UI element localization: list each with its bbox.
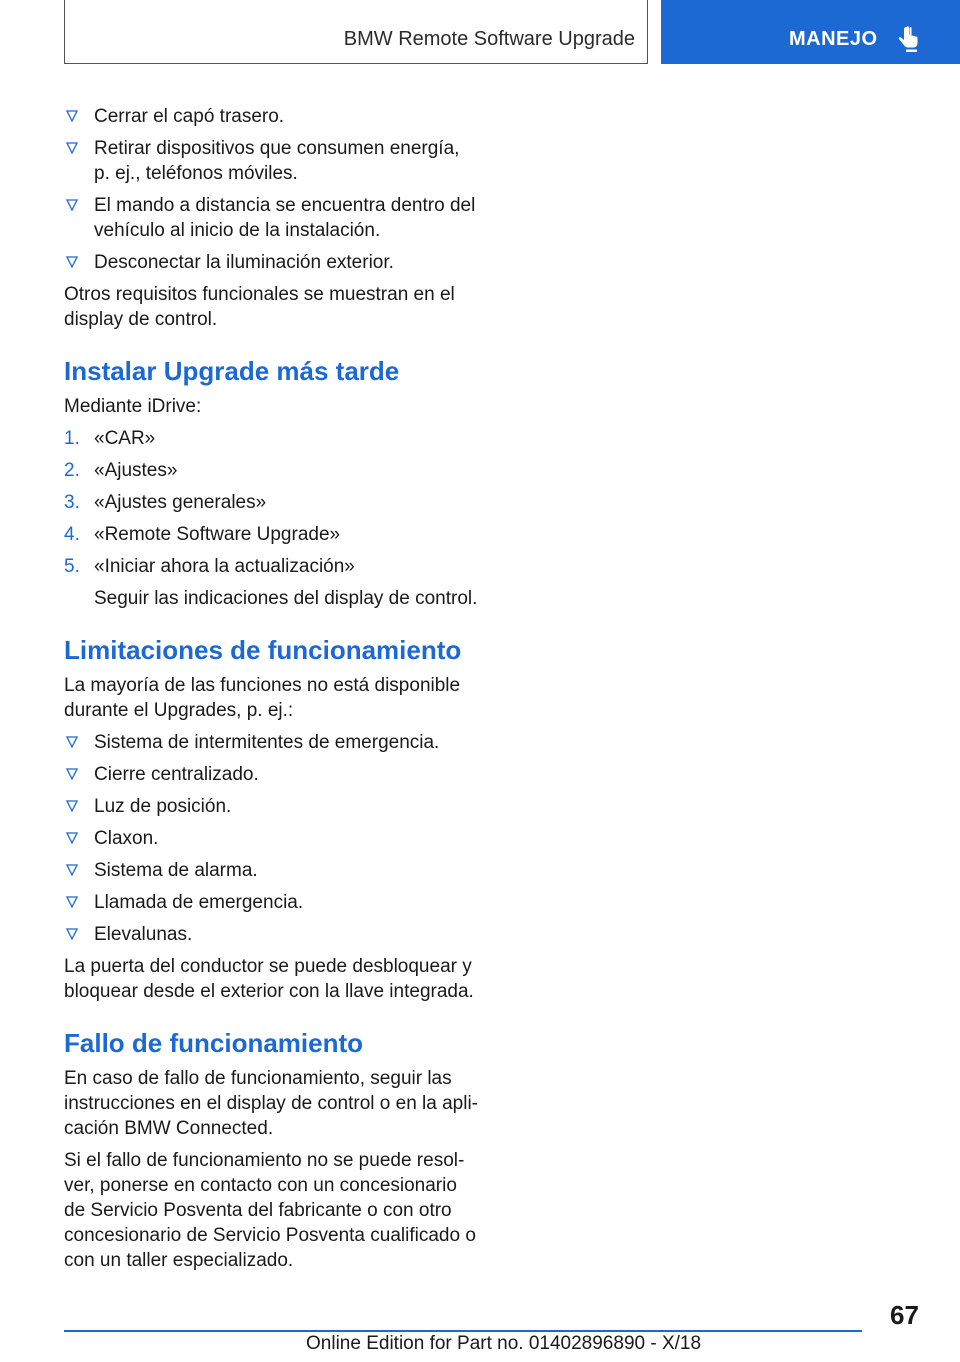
- list-item: [64, 136, 480, 186]
- list-item: [64, 890, 480, 915]
- step-text: «Remote Software Upgrade»: [94, 524, 341, 545]
- heading-malfunction: Fallo de funcionamiento: [64, 1028, 364, 1058]
- hand-pointer-icon: [897, 26, 921, 52]
- step-text: «CAR»: [94, 428, 156, 449]
- footer-edition-text: Online Edition for Part no. 01402896890 - X/18: [306, 1333, 702, 1354]
- limitations-lead: La mayoría de las funciones no está disponible durante el Upgrades, p. ej.:: [64, 675, 461, 721]
- step-follow-up: Seguir las indicaciones del display de control.: [94, 588, 478, 609]
- triangle-bullet-icon: [66, 864, 78, 876]
- install-lead: Mediante iDrive:: [64, 396, 202, 417]
- page-content: [64, 104, 480, 1280]
- header-section-title: BMW Remote Software Upgrade: [343, 28, 635, 50]
- heading-install-later: Instalar Upgrade más tarde: [64, 356, 400, 386]
- list-item: [64, 826, 480, 851]
- header-chapter-tab[interactable]: [661, 0, 960, 64]
- list-item-text: Retirar dispositivos que consumen energía, p. ej., teléfonos móviles.: [94, 138, 460, 184]
- step-text: «Ajustes»: [94, 460, 178, 481]
- list-item: [64, 922, 480, 947]
- step-item: [64, 490, 480, 515]
- list-item: [64, 730, 480, 755]
- list-item: [64, 794, 480, 819]
- list-item-text: Cerrar el capó trasero.: [94, 106, 285, 127]
- list-item-text: Claxon.: [94, 828, 159, 849]
- page-number: 67: [890, 1300, 919, 1330]
- triangle-bullet-icon: [66, 199, 78, 211]
- list-item-text: Sistema de intermitentes de emergencia.: [94, 732, 440, 753]
- triangle-bullet-icon: [66, 736, 78, 748]
- list-item-text: El mando a distancia se encuentra dentro del vehículo al inicio de la instalación.: [94, 195, 476, 241]
- list-item: [64, 250, 480, 275]
- list-item-text: Luz de posición.: [94, 796, 232, 817]
- triangle-bullet-icon: [66, 800, 78, 812]
- triangle-bullet-icon: [66, 256, 78, 268]
- list-item: [64, 104, 480, 129]
- limitations-closing: La puerta del conductor se puede desbloquear y bloquear desde el exterior con la llave integrada.: [64, 956, 474, 1002]
- step-item: [64, 426, 480, 451]
- heading-limitations: Limitaciones de funcionamiento: [64, 635, 462, 665]
- chapter-tab-label: MANEJO: [789, 28, 878, 50]
- step-item: [64, 522, 480, 547]
- list-item-text: Desconectar la iluminación exterior.: [94, 252, 394, 273]
- step-item: [64, 458, 480, 483]
- triangle-bullet-icon: [66, 928, 78, 940]
- step-number: 1.: [64, 428, 80, 449]
- intro-paragraph: Otros requisitos funcionales se muestran en el display de control.: [64, 284, 455, 330]
- step-item: [64, 554, 480, 579]
- list-item-text: Llamada de emergencia.: [94, 892, 304, 913]
- step-number: 4.: [64, 524, 80, 545]
- list-item: [64, 193, 480, 243]
- malfunction-paragraph-2: Si el fallo de funcionamiento no se puede resol‐ ver, ponerse en contacto con un concesionario de Servicio Posventa del fabricante o con otro concesionario de Servicio Posventa cualificado o con un taller especializado.: [64, 1150, 476, 1271]
- list-item: [64, 858, 480, 883]
- triangle-bullet-icon: [66, 896, 78, 908]
- header-section-box: [64, 0, 648, 64]
- step-number: 2.: [64, 460, 80, 481]
- step-number: 5.: [64, 556, 80, 577]
- list-item-text: Elevalunas.: [94, 924, 193, 945]
- triangle-bullet-icon: [66, 142, 78, 154]
- list-item: [64, 762, 480, 787]
- malfunction-paragraph-1: En caso de fallo de funcionamiento, seguir las instrucciones en el display de control o en la apli‐ cación BMW Connected.: [64, 1068, 479, 1139]
- step-text: «Ajustes generales»: [94, 492, 267, 513]
- step-number: 3.: [64, 492, 80, 513]
- list-item-text: Sistema de alarma.: [94, 860, 258, 881]
- triangle-bullet-icon: [66, 110, 78, 122]
- triangle-bullet-icon: [66, 768, 78, 780]
- step-text: «Iniciar ahora la actualización»: [94, 556, 355, 577]
- triangle-bullet-icon: [66, 832, 78, 844]
- list-item-text: Cierre centralizado.: [94, 764, 259, 785]
- footer-divider: [64, 1330, 862, 1332]
